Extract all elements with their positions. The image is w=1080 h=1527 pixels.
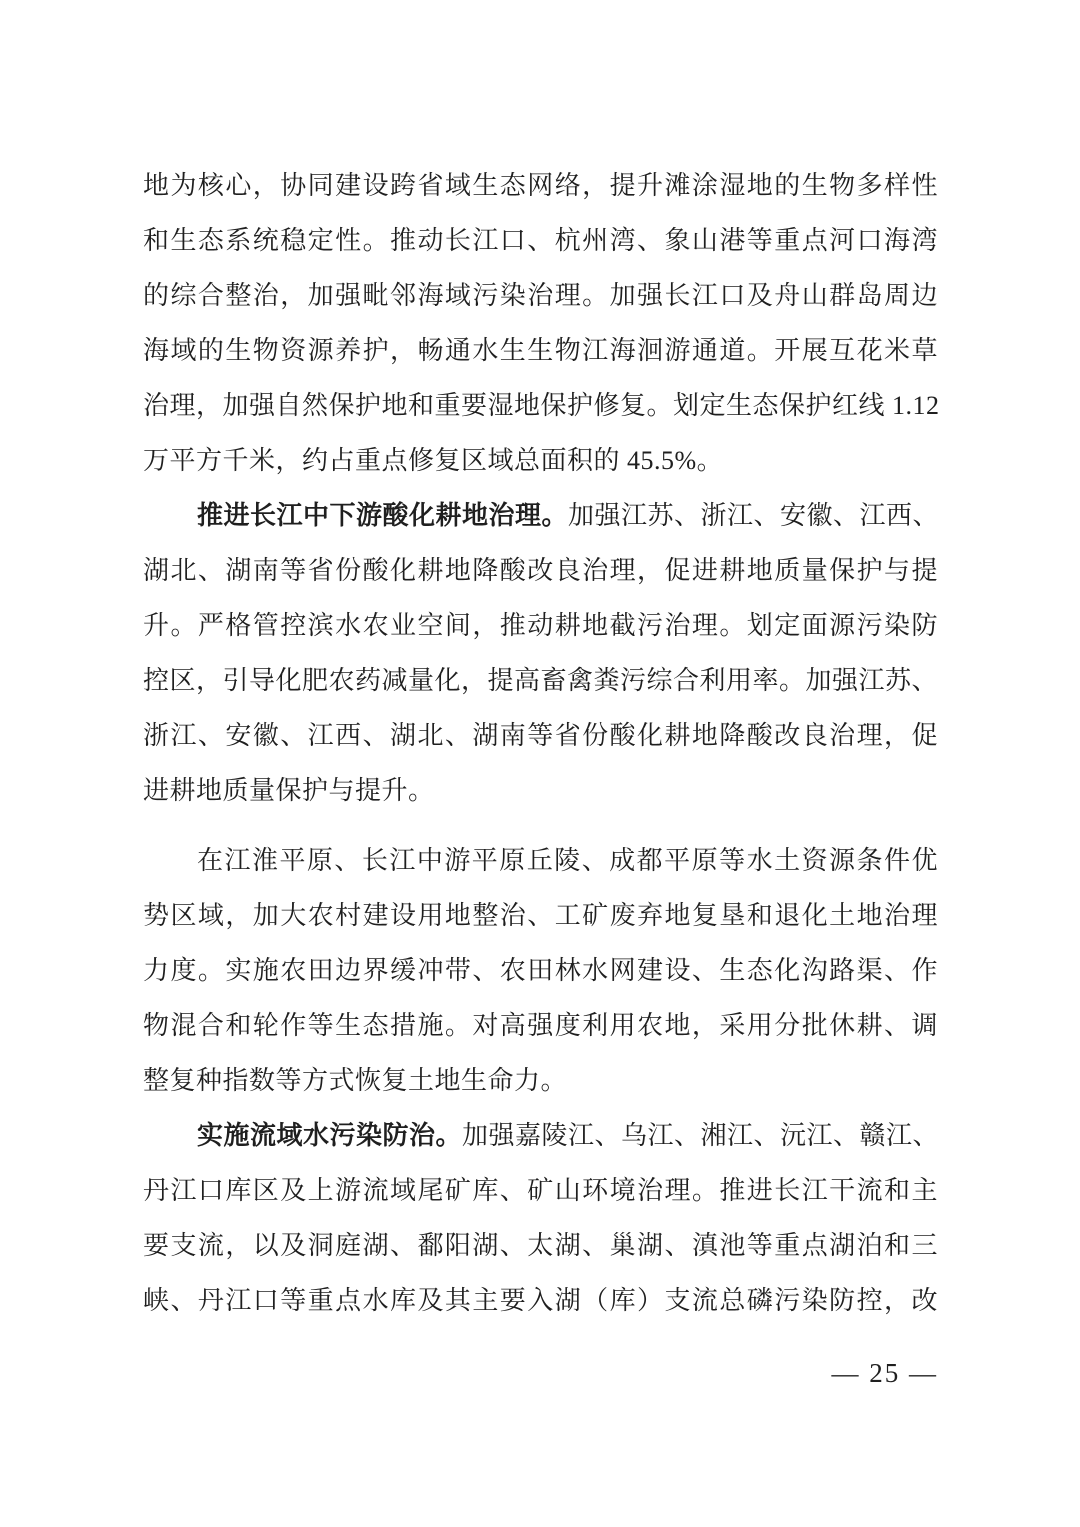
text-line: 地为核心，协同建设跨省域生态网络，提升滩涂湿地的生物多样性 xyxy=(143,171,938,200)
text-line: 的综合整治，加强毗邻海域污染治理。加强长江口及舟山群岛周边 xyxy=(143,281,938,310)
text-line xyxy=(143,1108,938,1163)
line-text: 加强嘉陵江、乌江、湘江、沅江、赣江、 xyxy=(462,1121,940,1150)
text-line: 治理，加强自然保护地和重要湿地保护修复。划定生态保护红线 1.12 xyxy=(143,391,940,420)
bold-lead-text: 实施流域水污染防治。 xyxy=(197,1121,463,1150)
paragraph xyxy=(143,1108,938,1328)
text-line: 在江淮平原、长江中游平原丘陵、成都平原等水土资源条件优 xyxy=(197,846,938,875)
text-line: 浙江、安徽、江西、湖北、湖南等省份酸化耕地降酸改良治理，促 xyxy=(143,721,938,750)
text-line: 湖北、湖南等省份酸化耕地降酸改良治理，促进耕地质量保护与提 xyxy=(143,556,938,585)
text-line: 控区，引导化肥农药减量化，提高畜禽粪污综合利用率。加强江苏、 xyxy=(143,666,939,695)
paragraph xyxy=(143,158,938,488)
text-line xyxy=(143,488,938,543)
paragraph xyxy=(143,488,938,818)
paragraph xyxy=(143,833,938,1108)
document-text-block xyxy=(143,158,938,1328)
text-line: 海域的生物资源养护，畅通水生生物江海洄游通道。开展互花米草 xyxy=(143,336,938,365)
text-line: 万平方千米，约占重点修复区域总面积的 45.5%。 xyxy=(143,446,724,475)
text-line: 升。严格管控滨水农业空间，推动耕地截污治理。划定面源污染防 xyxy=(143,611,938,640)
text-line: 丹江口库区及上游流域尾矿库、矿山环境治理。推进长江干流和主 xyxy=(143,1176,938,1205)
text-line: 物混合和轮作等生态措施。对高强度利用农地，采用分批休耕、调 xyxy=(143,1011,938,1040)
text-line: 整复种指数等方式恢复土地生命力。 xyxy=(143,1066,568,1095)
text-line: 和生态系统稳定性。推动长江口、杭州湾、象山港等重点河口海湾 xyxy=(143,226,938,255)
line-text: 加强江苏、浙江、安徽、江西、 xyxy=(568,501,940,530)
text-line: 峡、丹江口等重点水库及其主要入湖（库）支流总磷污染防控，改 xyxy=(143,1286,938,1315)
text-line: 要支流，以及洞庭湖、鄱阳湖、太湖、巢湖、滇池等重点湖泊和三 xyxy=(143,1231,938,1260)
page-number: — 25 — xyxy=(831,1358,938,1388)
text-line: 力度。实施农田边界缓冲带、农田林水网建设、生态化沟路渠、作 xyxy=(143,956,938,985)
text-line: 进耕地质量保护与提升。 xyxy=(143,776,435,805)
text-line: 势区域，加大农村建设用地整治、工矿废弃地复垦和退化土地治理 xyxy=(143,901,938,930)
bold-lead-text: 推进长江中下游酸化耕地治理。 xyxy=(197,501,569,530)
